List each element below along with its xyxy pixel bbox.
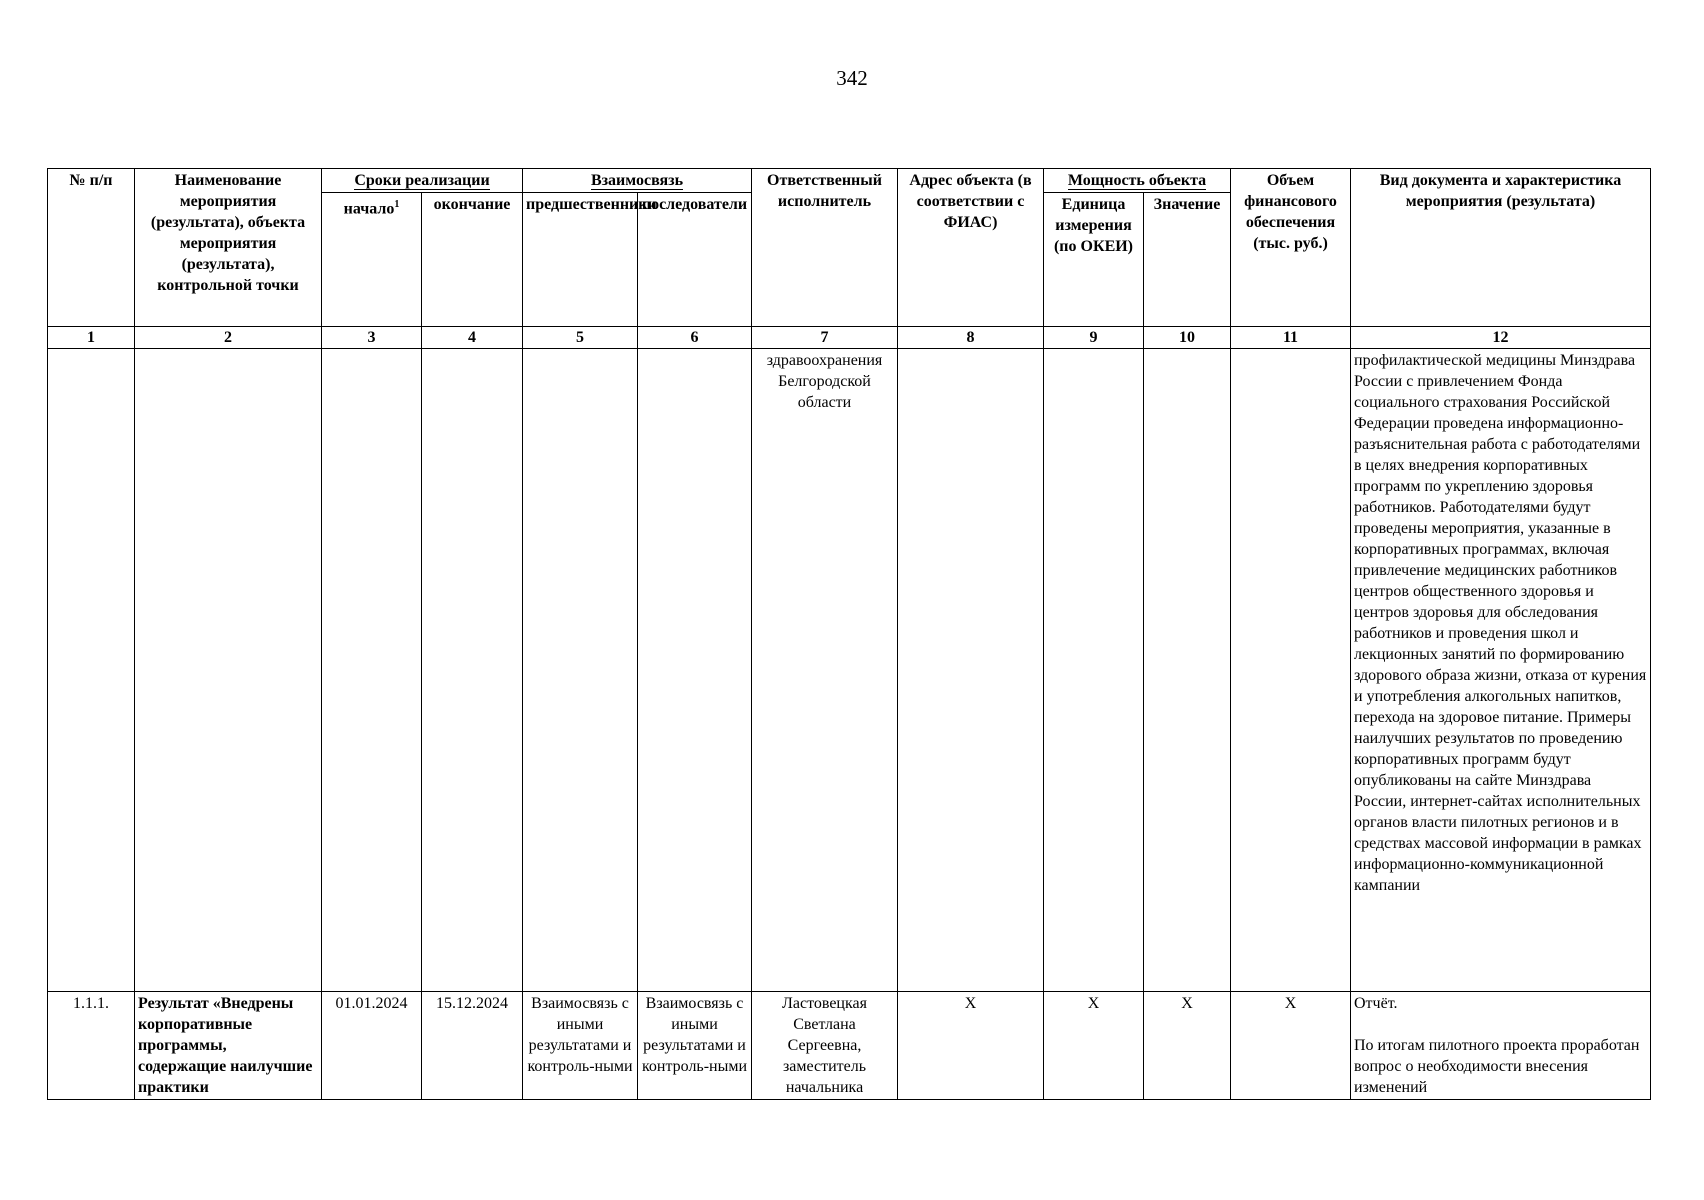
column-number: 12 <box>1351 327 1651 349</box>
header-group-link: Взаимосвязь <box>523 169 752 193</box>
header-end: окончание <box>422 193 523 327</box>
continuation-executor: здравоохранения Белгородской области <box>752 349 898 992</box>
column-number: 4 <box>422 327 523 349</box>
object-address: X <box>898 992 1044 1100</box>
table-row-1-1-1 <box>48 992 1651 1100</box>
cell-empty <box>1044 349 1144 992</box>
cell-empty <box>422 349 523 992</box>
cell-empty <box>898 349 1044 992</box>
document-type-cell <box>1351 992 1651 1100</box>
header-name: Наименование мероприятия (результата), объекта мероприятия (результата), контрольной точки <box>135 169 322 327</box>
column-number: 10 <box>1144 327 1231 349</box>
continuation-row <box>48 349 1651 992</box>
column-number: 2 <box>135 327 322 349</box>
continuation-description: профилактической медицины Минздрава России с привлечением Фонда социального страхования Российской Федерации проведена информационно-разъяснительная работа с работодателями в целях внедрения корпоративных программ по укреплению здоровья работников. Работодателями будут проведены мероприятия, указанные в корпоративных программах, включая привлечение медицинских работников центров общественного здоровья и центров здоровья для обследования работников и проведения школ и лекционных занятий по формированию здорового образа жизни, отказа от курения и употребления алкогольных напитков, перехода на здоровое питание. Примеры наилучших результатов по проведению корпоративных программ будут опубликованы на сайте Минздрава России, интернет-сайтах исполнительных органов власти пилотных регионов и в средствах массовой информации в рамках информационно-коммуникационной кампании <box>1351 349 1651 992</box>
header-address: Адрес объекта (в соответствии с ФИАС) <box>898 169 1044 327</box>
cell-empty <box>48 349 135 992</box>
row-number: 1.1.1. <box>48 992 135 1100</box>
header-executor: Ответственный исполнитель <box>752 169 898 327</box>
capacity-value: X <box>1144 992 1231 1100</box>
responsible-executor: Ластовецкая Светлана Сергеевна, заместитель начальника <box>752 992 898 1100</box>
header-group-capacity: Мощность объекта <box>1044 169 1231 193</box>
successors: Взаимосвязь с иными результатами и контроль-ными <box>638 992 752 1100</box>
header-number: № п/п <box>48 169 135 327</box>
cell-empty <box>523 349 638 992</box>
header-group-terms: Сроки реализации <box>322 169 523 193</box>
cell-empty <box>1144 349 1231 992</box>
header-value: Значение <box>1144 193 1231 327</box>
cell-empty <box>1231 349 1351 992</box>
column-number: 9 <box>1044 327 1144 349</box>
column-number: 1 <box>48 327 135 349</box>
page-number: 342 <box>836 66 868 90</box>
end-date: 15.12.2024 <box>422 992 523 1100</box>
column-number: 7 <box>752 327 898 349</box>
header-predecessors: предшественники <box>523 193 638 327</box>
header-doc-type: Вид документа и характеристика мероприятия (результата) <box>1351 169 1651 327</box>
column-number: 11 <box>1231 327 1351 349</box>
header-unit: Единица измерения (по ОКЕИ) <box>1044 193 1144 327</box>
document-type: Отчёт. <box>1354 995 1398 1012</box>
header-successors: последователи <box>638 193 752 327</box>
column-numbers-row <box>48 327 1651 349</box>
column-number: 8 <box>898 327 1044 349</box>
header-start: начало$^1$ <box>322 193 422 327</box>
column-number: 3 <box>322 327 422 349</box>
predecessors: Взаимосвязь с иными результатами и контроль-ными <box>523 992 638 1100</box>
column-number: 5 <box>523 327 638 349</box>
unit-of-measure: X <box>1044 992 1144 1100</box>
measures-table <box>47 168 1651 1100</box>
column-number: 6 <box>638 327 752 349</box>
result-description: По итогам пилотного проекта проработан вопрос о необходимости внесения изменений <box>1354 1037 1640 1096</box>
start-date: 01.01.2024 <box>322 992 422 1100</box>
cell-empty <box>322 349 422 992</box>
result-name: Результат «Внедрены корпоративные программы, содержащие наилучшие практики <box>135 992 322 1100</box>
cell-empty <box>638 349 752 992</box>
header-row-top <box>48 169 1651 193</box>
header-finance: Объем финансового обеспечения (тыс. руб.) <box>1231 169 1351 327</box>
cell-empty <box>135 349 322 992</box>
finance-volume: X <box>1231 992 1351 1100</box>
